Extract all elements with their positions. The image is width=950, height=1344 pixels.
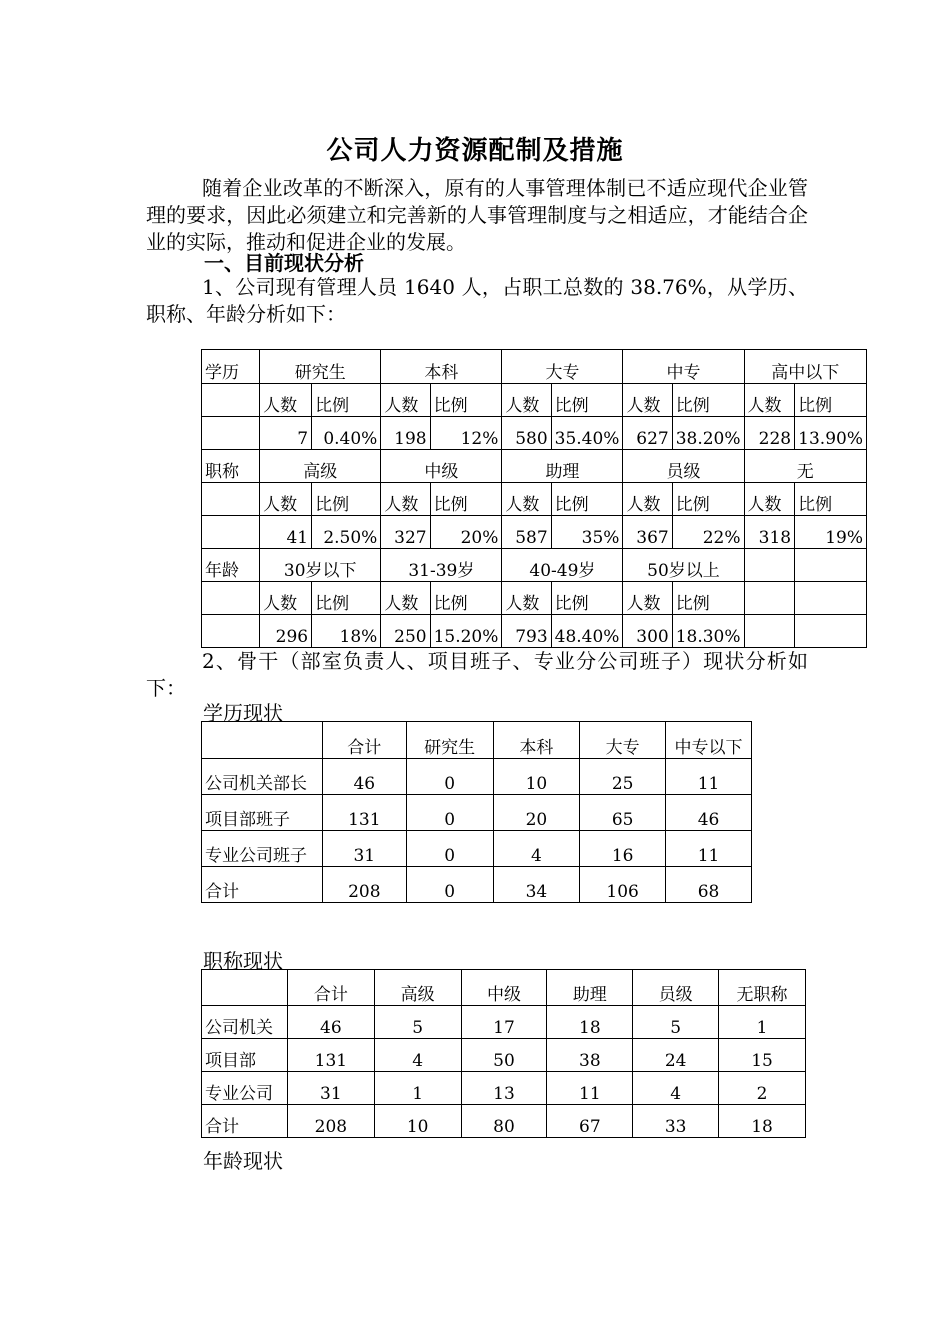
edu-status-table <box>201 721 752 903</box>
ratio-label: 比例 <box>551 483 623 516</box>
title-header: 员级 <box>623 450 744 483</box>
age-header: 50岁以上 <box>623 549 744 582</box>
cell-value: 0 <box>406 759 493 795</box>
ratio-label: 比例 <box>430 483 502 516</box>
count-value: 41 <box>260 516 312 549</box>
edu-subheader-row <box>202 384 867 417</box>
count-label: 人数 <box>502 582 551 615</box>
column-header: 大专 <box>580 722 666 759</box>
age-status-label: 年龄现状 <box>203 1149 283 1173</box>
ratio-value: 35.40% <box>551 417 623 450</box>
cell-value: 131 <box>322 795 406 831</box>
point-2-paragraph: 2、骨干（部室负责人、项目班子、专业分公司班子）现状分析如下： <box>146 649 808 700</box>
count-label: 人数 <box>260 582 312 615</box>
cell-value: 13 <box>461 1072 547 1105</box>
empty-cell <box>795 549 867 582</box>
cell-value: 67 <box>547 1105 633 1138</box>
count-label: 人数 <box>623 582 672 615</box>
ratio-value: 48.40% <box>551 615 623 648</box>
overview-table <box>201 349 867 648</box>
title-header: 助理 <box>502 450 623 483</box>
cell-value: 15 <box>719 1039 806 1072</box>
title-header: 高级 <box>260 450 381 483</box>
empty-cell <box>744 582 795 615</box>
count-value: 327 <box>381 516 430 549</box>
column-header: 研究生 <box>406 722 493 759</box>
empty-cell <box>202 384 260 417</box>
cell-value: 17 <box>461 1006 547 1039</box>
ratio-value: 13.90% <box>795 417 867 450</box>
ratio-label: 比例 <box>672 483 744 516</box>
empty-cell <box>744 549 795 582</box>
cell-value: 2 <box>719 1072 806 1105</box>
title-header-row <box>202 450 867 483</box>
empty-cell <box>744 615 795 648</box>
cell-value: 0 <box>406 867 493 903</box>
cell-value: 65 <box>580 795 666 831</box>
ratio-value: 12% <box>430 417 502 450</box>
empty-cell <box>202 417 260 450</box>
ratio-label: 比例 <box>795 384 867 417</box>
title-subheader-row <box>202 483 867 516</box>
ratio-value: 35% <box>551 516 623 549</box>
cell-value: 80 <box>461 1105 547 1138</box>
age-values-row <box>202 615 867 648</box>
edu-values-row <box>202 417 867 450</box>
cell-value: 16 <box>580 831 666 867</box>
ratio-label: 比例 <box>312 483 381 516</box>
count-label: 人数 <box>502 384 551 417</box>
age-header-row <box>202 549 867 582</box>
ratio-label: 比例 <box>551 582 623 615</box>
ratio-label: 比例 <box>672 582 744 615</box>
cell-value: 5 <box>633 1006 719 1039</box>
ratio-label: 比例 <box>672 384 744 417</box>
count-label: 人数 <box>502 483 551 516</box>
count-label: 人数 <box>744 483 795 516</box>
empty-cell <box>795 615 867 648</box>
column-header: 中级 <box>461 970 547 1006</box>
cell-value: 1 <box>719 1006 806 1039</box>
table-row <box>202 1105 806 1138</box>
cell-value: 4 <box>633 1072 719 1105</box>
title-status-label: 职称现状 <box>203 949 283 973</box>
count-value: 587 <box>502 516 551 549</box>
cell-value: 4 <box>374 1039 461 1072</box>
age-header: 31-39岁 <box>381 549 502 582</box>
row-label: 公司机关部长 <box>202 759 323 795</box>
cell-value: 11 <box>666 759 752 795</box>
column-header: 员级 <box>633 970 719 1006</box>
cell-value: 24 <box>633 1039 719 1072</box>
count-value: 228 <box>744 417 795 450</box>
ratio-value: 18.30% <box>672 615 744 648</box>
cell-value: 46 <box>322 759 406 795</box>
title-header: 中级 <box>381 450 502 483</box>
cell-value: 11 <box>666 831 752 867</box>
cell-value: 31 <box>287 1072 374 1105</box>
count-label: 人数 <box>381 483 430 516</box>
cell-value: 38 <box>547 1039 633 1072</box>
cell-value: 0 <box>406 831 493 867</box>
ratio-value: 0.40% <box>312 417 381 450</box>
point-1-paragraph: 1、公司现有管理人员 1640 人，占职工总数的 38.76%，从学历、职称、年龄分析如下： <box>146 275 808 326</box>
cell-value: 131 <box>287 1039 374 1072</box>
ratio-value: 15.20% <box>430 615 502 648</box>
empty-cell <box>202 615 260 648</box>
edu-header: 研究生 <box>260 350 381 384</box>
table-row <box>202 795 752 831</box>
empty-cell <box>202 722 323 759</box>
count-label: 人数 <box>260 384 312 417</box>
count-value: 300 <box>623 615 672 648</box>
edu-header-row <box>202 350 867 384</box>
cell-value: 18 <box>719 1105 806 1138</box>
ratio-value: 2.50% <box>312 516 381 549</box>
count-value: 793 <box>502 615 551 648</box>
table-row <box>202 867 752 903</box>
age-header: 30岁以下 <box>260 549 381 582</box>
title-header: 无 <box>744 450 866 483</box>
count-label: 人数 <box>381 582 430 615</box>
ratio-label: 比例 <box>795 483 867 516</box>
title-values-row <box>202 516 867 549</box>
title-status-table <box>201 969 806 1138</box>
cell-value: 50 <box>461 1039 547 1072</box>
title-label: 职称 <box>202 450 260 483</box>
cell-value: 1 <box>374 1072 461 1105</box>
empty-cell <box>202 483 260 516</box>
cell-value: 5 <box>374 1006 461 1039</box>
count-value: 627 <box>623 417 672 450</box>
cell-value: 46 <box>287 1006 374 1039</box>
cell-value: 68 <box>666 867 752 903</box>
ratio-label: 比例 <box>430 582 502 615</box>
count-value: 7 <box>260 417 312 450</box>
edu-header: 中专 <box>623 350 744 384</box>
count-value: 367 <box>623 516 672 549</box>
ratio-value: 19% <box>795 516 867 549</box>
row-label: 专业公司 <box>202 1072 288 1105</box>
ratio-label: 比例 <box>430 384 502 417</box>
cell-value: 10 <box>493 759 580 795</box>
count-label: 人数 <box>260 483 312 516</box>
edu-status-label: 学历现状 <box>203 701 283 725</box>
cell-value: 25 <box>580 759 666 795</box>
count-label: 人数 <box>623 384 672 417</box>
cell-value: 20 <box>493 795 580 831</box>
column-header: 本科 <box>493 722 580 759</box>
cell-value: 208 <box>322 867 406 903</box>
table-row <box>202 1039 806 1072</box>
cell-value: 31 <box>322 831 406 867</box>
cell-value: 46 <box>666 795 752 831</box>
count-label: 人数 <box>744 384 795 417</box>
ratio-label: 比例 <box>551 384 623 417</box>
cell-value: 106 <box>580 867 666 903</box>
ratio-label: 比例 <box>312 384 381 417</box>
count-value: 198 <box>381 417 430 450</box>
section-heading: 一、目前现状分析 <box>204 251 364 275</box>
ratio-value: 18% <box>312 615 381 648</box>
row-label: 专业公司班子 <box>202 831 323 867</box>
column-header: 无职称 <box>719 970 806 1006</box>
count-label: 人数 <box>381 384 430 417</box>
cell-value: 0 <box>406 795 493 831</box>
age-label: 年龄 <box>202 549 260 582</box>
cell-value: 208 <box>287 1105 374 1138</box>
title-status-header-row <box>202 970 806 1006</box>
age-header: 40-49岁 <box>502 549 623 582</box>
count-label: 人数 <box>623 483 672 516</box>
empty-cell <box>795 582 867 615</box>
empty-cell <box>202 970 288 1006</box>
count-value: 580 <box>502 417 551 450</box>
edu-header: 本科 <box>381 350 502 384</box>
edu-header: 高中以下 <box>744 350 866 384</box>
column-header: 合计 <box>287 970 374 1006</box>
table-row <box>202 1072 806 1105</box>
ratio-value: 38.20% <box>672 417 744 450</box>
ratio-value: 22% <box>672 516 744 549</box>
empty-cell <box>202 516 260 549</box>
empty-cell <box>202 582 260 615</box>
table-row <box>202 759 752 795</box>
edu-label: 学历 <box>202 350 260 384</box>
count-value: 318 <box>744 516 795 549</box>
document-title: 公司人力资源配制及措施 <box>326 136 624 166</box>
column-header: 中专以下 <box>666 722 752 759</box>
edu-status-header-row <box>202 722 752 759</box>
column-header: 高级 <box>374 970 461 1006</box>
count-value: 250 <box>381 615 430 648</box>
column-header: 助理 <box>547 970 633 1006</box>
cell-value: 34 <box>493 867 580 903</box>
cell-value: 11 <box>547 1072 633 1105</box>
intro-paragraph: 随着企业改革的不断深入，原有的人事管理体制已不适应现代企业管理的要求，因此必须建立和完善新的人事管理制度与之相适应，才能结合企业的实际，推动和促进企业的发展。 <box>146 176 808 254</box>
cell-value: 18 <box>547 1006 633 1039</box>
row-label: 合计 <box>202 1105 288 1138</box>
cell-value: 4 <box>493 831 580 867</box>
edu-header: 大专 <box>502 350 623 384</box>
age-subheader-row <box>202 582 867 615</box>
row-label: 合计 <box>202 867 323 903</box>
table-row <box>202 831 752 867</box>
row-label: 项目部班子 <box>202 795 323 831</box>
row-label: 项目部 <box>202 1039 288 1072</box>
count-value: 296 <box>260 615 312 648</box>
ratio-value: 20% <box>430 516 502 549</box>
row-label: 公司机关 <box>202 1006 288 1039</box>
table-row <box>202 1006 806 1039</box>
ratio-label: 比例 <box>312 582 381 615</box>
cell-value: 33 <box>633 1105 719 1138</box>
cell-value: 10 <box>374 1105 461 1138</box>
column-header: 合计 <box>322 722 406 759</box>
